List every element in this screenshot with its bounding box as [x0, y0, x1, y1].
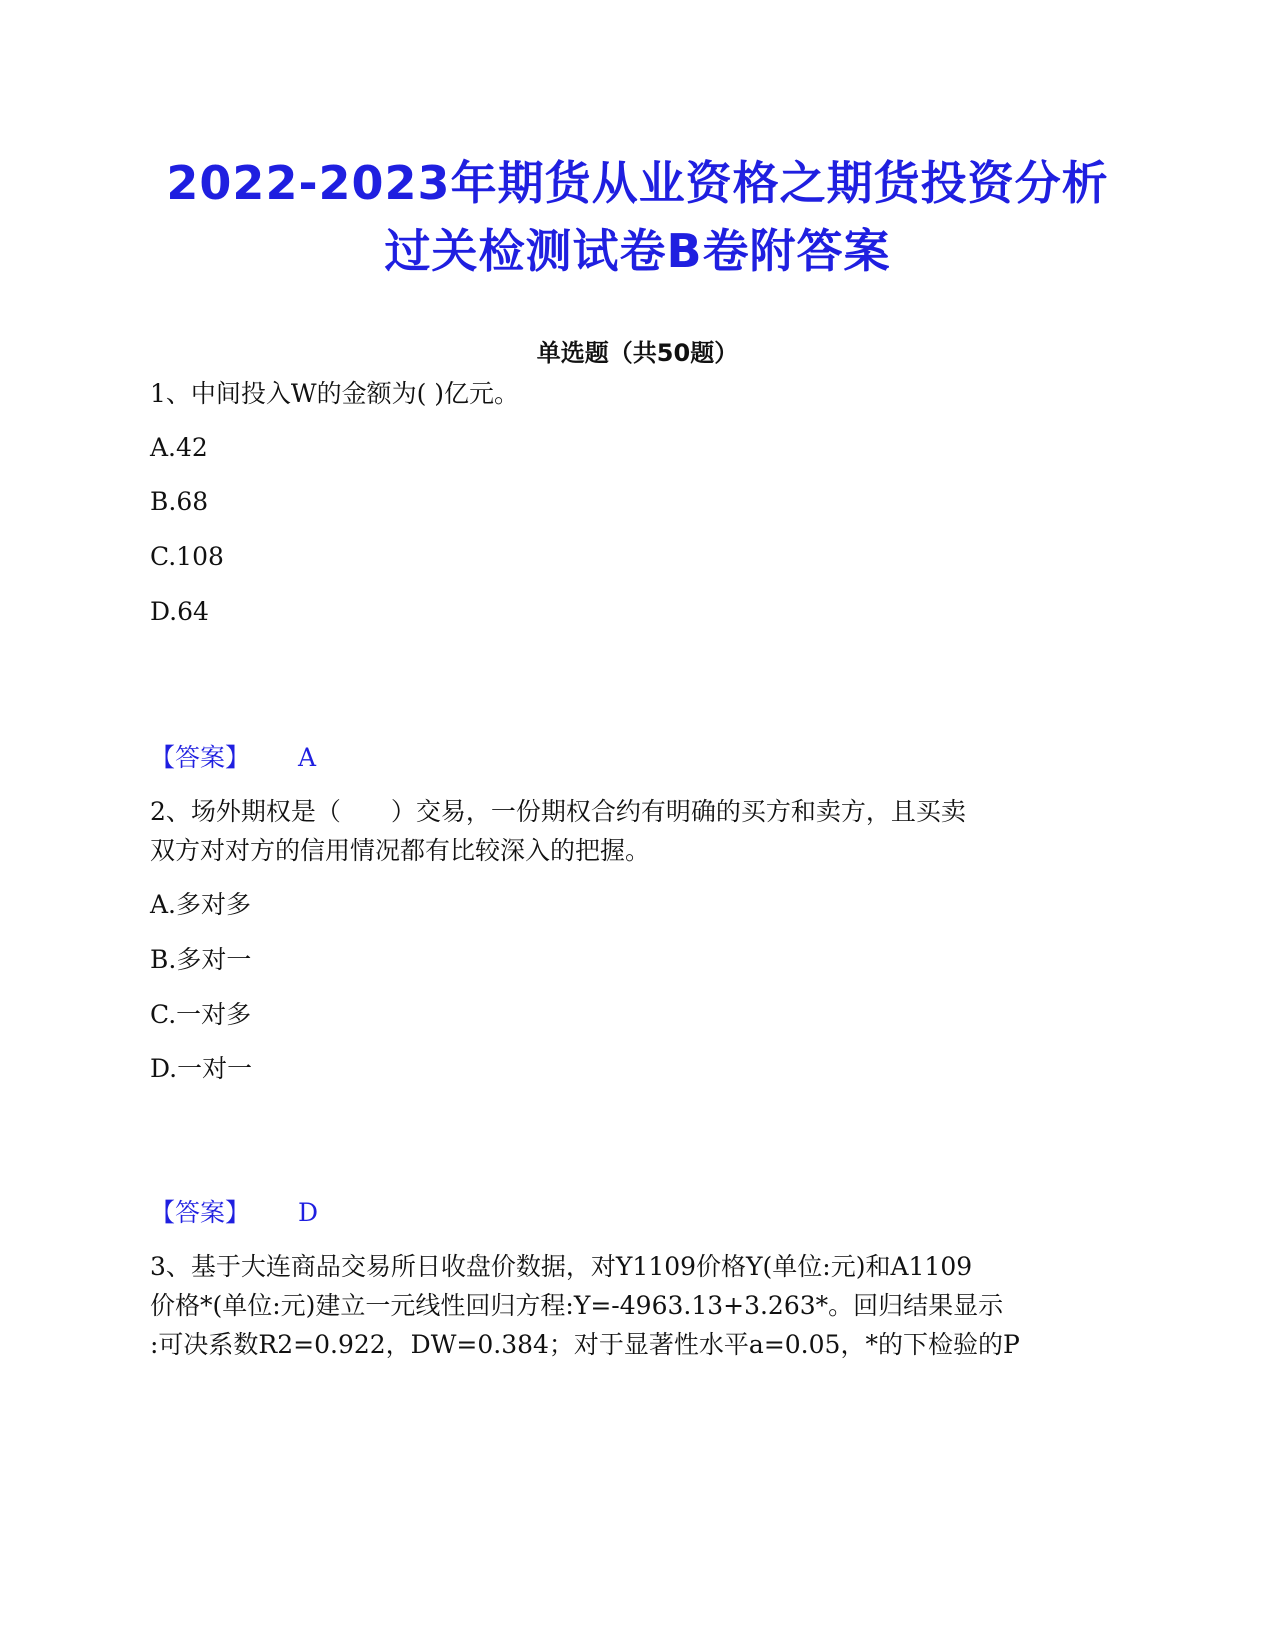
section-heading: 单选题（共50题） [536, 339, 739, 367]
document-title-line-1: 2022-2023年期货从业资格之期货投资分析 [166, 156, 1109, 210]
answer-value: A [298, 743, 317, 772]
answer-value: D [298, 1198, 319, 1227]
document-title-line-2: 过关检测试卷B卷附答案 [384, 224, 891, 278]
question-2-option-d: D.一对一 [150, 1054, 253, 1083]
question-2-stem-line-1: 2、场外期权是（ ）交易，一份期权合约有明确的买方和卖方，且买卖 [150, 797, 966, 826]
question-3-stem-line-2: 价格*(单位:元)建立一元线性回归方程:Y=-4963.13+3.263*。回归结果显示 [150, 1291, 1004, 1320]
question-2-option-b: B.多对一 [150, 945, 252, 974]
question-2-option-c: C.一对多 [150, 1000, 252, 1029]
answer-label: 【答案】 [150, 743, 251, 772]
question-1-answer [150, 740, 316, 776]
question-1-stem: 1、中间投入W的金额为( )亿元。 [150, 379, 520, 408]
question-1-option-d: D.64 [150, 597, 209, 626]
question-2-answer [150, 1195, 318, 1231]
question-3-stem-line-1: 3、基于大连商品交易所日收盘价数据，对Y1109价格Y(单位:元)和A1109 [150, 1252, 973, 1281]
answer-label: 【答案】 [150, 1198, 251, 1227]
question-1-option-a: A.42 [150, 433, 208, 462]
question-1-option-b: B.68 [150, 487, 209, 516]
question-1-option-c: C.108 [150, 542, 224, 571]
question-2-stem-line-2: 双方对对方的信用情况都有比较深入的把握。 [150, 836, 651, 865]
question-3-stem-line-3: :可决系数R2=0.922，DW=0.384；对于显著性水平a=0.05，*的下检验的P [150, 1330, 1020, 1359]
question-2-option-a: A.多对多 [150, 890, 252, 919]
